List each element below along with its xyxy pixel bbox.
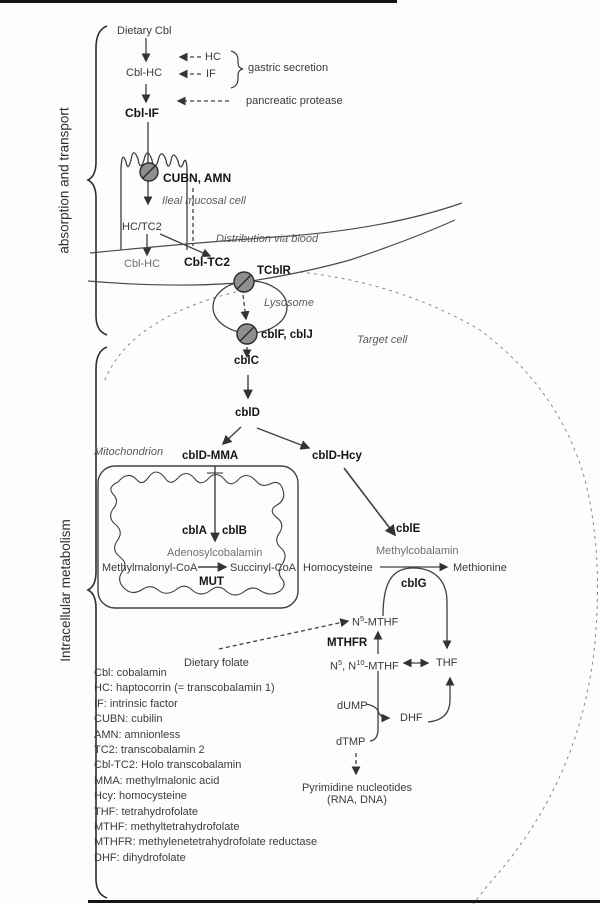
label-cubn-amn: CUBN, AMN <box>163 171 232 185</box>
label-mthfr: MTHFR <box>327 637 368 649</box>
n5n10-sup1: 5 <box>337 658 343 667</box>
label-cblf-cblj: cblF, cblJ <box>261 329 313 341</box>
label-dietary-cbl: Dietary Cbl <box>117 25 172 37</box>
legend-item: IF: intrinsic factor <box>94 697 178 710</box>
label-mut: MUT <box>199 576 224 588</box>
legend-item: MMA: methylmalonic acid <box>94 774 220 787</box>
label-distribution-via-blood: Distribution via blood <box>216 233 319 245</box>
label-dtmp: dTMP <box>336 736 366 748</box>
label-cbl-if: Cbl-IF <box>125 106 159 120</box>
label-cbld: cblD <box>235 407 260 419</box>
dhf-thf-return <box>428 678 450 722</box>
section-label-absorption: absorption and transport <box>56 107 72 254</box>
legend-item: MTHFR: methylenetetrahydrofolate reductase <box>94 836 318 849</box>
label-cblc: cblC <box>234 355 259 367</box>
label-cbl-tc2: Cbl-TC2 <box>184 255 230 269</box>
label-n5-mthf <box>352 613 398 629</box>
label-pancreatic-protease: pancreatic protease <box>246 95 343 107</box>
legend-item: Cbl: cobalamin <box>94 667 167 679</box>
label-cble: cblE <box>396 523 421 535</box>
label-cblb: cblB <box>222 525 247 537</box>
legend-item: Cbl-TC2: Holo transcobalamin <box>94 759 242 772</box>
label-methylmalonyl-coa: Methylmalonyl-CoA <box>102 562 198 574</box>
label-tcblr: TCblR <box>257 265 291 277</box>
legend-item: DHF: dihydrofolate <box>94 851 186 864</box>
label-ileal-mucosal-cell: Ileal mucosal cell <box>162 195 246 207</box>
label-adenosylcobalamin: Adenosylcobalamin <box>167 547 263 559</box>
label-dhf: DHF <box>400 712 423 724</box>
pathway-arrows <box>223 375 395 535</box>
n5n10-rest: -MTHF <box>364 660 399 673</box>
label-cbl-hc-blood: Cbl-HC <box>124 258 161 270</box>
legend-item: AMN: amnionless <box>94 728 181 741</box>
label-cbl-hc: Cbl-HC <box>126 67 163 79</box>
lysosome-group <box>213 281 287 357</box>
label-cbla: cblA <box>182 525 207 537</box>
label-gastric-secretion: gastric secretion <box>248 62 329 74</box>
legend-item: Hcy: homocysteine <box>94 790 187 803</box>
pyrimidine-line2: (RNA, DNA) <box>327 794 387 806</box>
label-cblg: cblG <box>401 578 427 590</box>
receptor-icons <box>140 163 257 344</box>
label-lysosome: Lysosome <box>264 297 314 309</box>
label-cbld-mma: cblD-MMA <box>182 450 239 462</box>
n5-base: N <box>352 616 360 629</box>
label-succinyl-coa: Succinyl-CoA <box>230 562 297 574</box>
pyrimidine-line1: Pyrimidine nucleotides <box>301 782 413 794</box>
label-dietary-folate: Dietary folate <box>184 657 249 669</box>
label-methylcobalamin: Methylcobalamin <box>376 545 459 557</box>
absorption-brace <box>88 26 107 335</box>
label-hc-tc2: HC/TC2 <box>122 221 162 233</box>
mitochondrion-outline <box>98 466 298 608</box>
cubn-amn-receptor-icon <box>140 163 158 181</box>
legend-item: THF: tetrahydrofolate <box>94 805 198 818</box>
label-if: IF <box>206 68 216 80</box>
n5-sup: 5 <box>359 614 365 623</box>
tcblr-receptor-icon <box>234 272 254 292</box>
label-thf: THF <box>436 657 458 669</box>
legend-item: CUBN: cubilin <box>94 713 163 726</box>
label-hc: HC <box>205 51 221 63</box>
n5n10-base1: N <box>330 660 338 673</box>
gastric-brace <box>231 51 243 88</box>
label-dump: dUMP <box>337 700 368 712</box>
cblf-cblj-transporter-icon <box>237 324 257 344</box>
legend-item: TC2: transcobalamin 2 <box>94 744 205 757</box>
label-cbld-hcy: cblD-Hcy <box>312 450 362 462</box>
legend-item: MTHF: methyltetrahydrofolate <box>94 821 240 834</box>
n5-rest: -MTHF <box>364 616 399 629</box>
label-target-cell: Target cell <box>357 334 408 346</box>
n5n10-sup2: 10 <box>356 658 365 667</box>
label-mitochondrion: Mitochondrion <box>94 446 164 458</box>
label-n5-n10-mthf <box>330 657 399 673</box>
abbreviation-legend <box>94 666 317 866</box>
label-methionine: Methionine <box>453 562 507 574</box>
legend-item: HC: haptocorrin (= transcobalamin 1) <box>94 682 275 695</box>
section-label-intracellular: Intracellular metabolism <box>57 519 73 662</box>
n5n10-mid: , N <box>342 660 357 673</box>
label-homocysteine: Homocysteine <box>303 562 373 574</box>
